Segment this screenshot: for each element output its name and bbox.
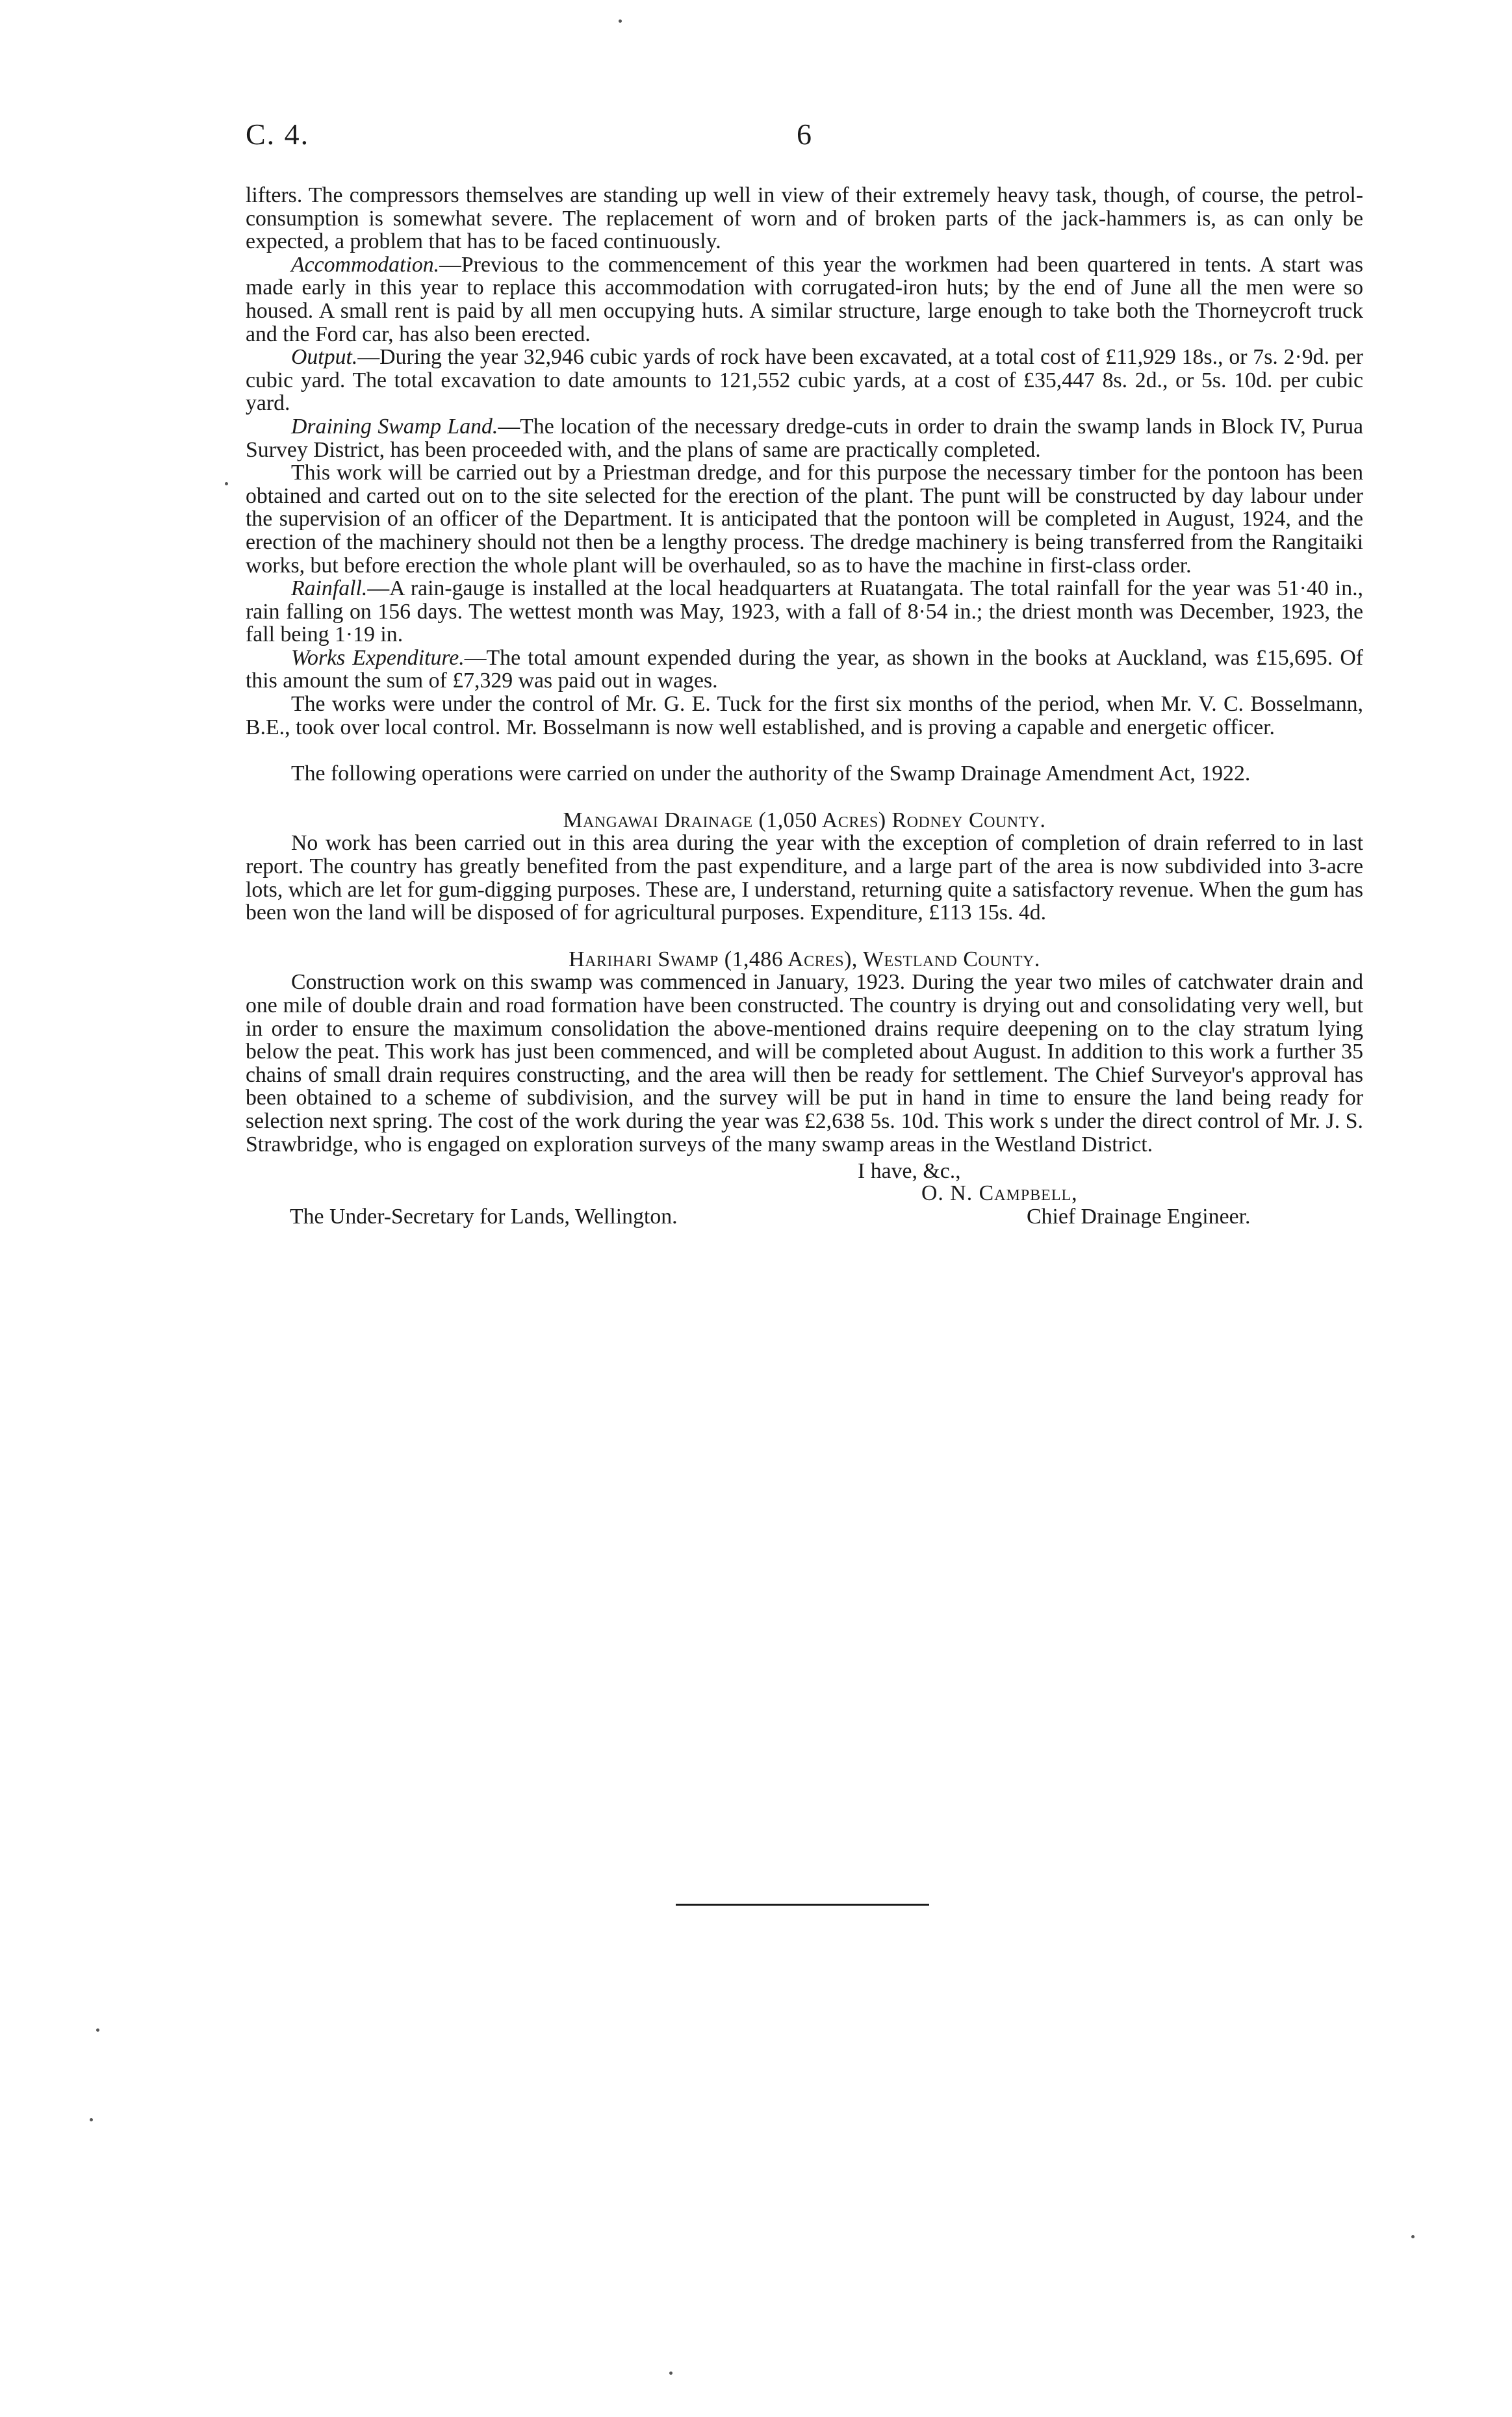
- draining-text: —The location of the necessary dredge-cuts in order to drain the swamp lands in Block IV, Purua Survey District, has been proceeded with, and the plans of same are practically completed.: [246, 414, 1363, 462]
- paragraph-dredge: This work will be carried out by a Priestman dredge, and for this purpose the necessary timber for the pontoon has been obtained and carted out on to the site selected for the erection of the plant. The punt will be constructed by day labour under the supervision of an officer of the Department. It is anticipated that the pontoon will be completed in August, 1924, and the erection of the machinery should not then be a lengthy process. The dredge machinery is being transferred from the Rangitaiki works, but before erection the whole plant will be overhauled, so as to have the machine in first-class order.: [246, 461, 1363, 578]
- spacer: [246, 739, 1363, 762]
- paragraph-control: The works were under the control of Mr. G. E. Tuck for the first six months of the period, when Mr. V. C. Bosselmann, B.E., took over local control. Mr. Bosselmann is now well established, and is proving a capable and energetic officer.: [246, 692, 1363, 739]
- section-body-mangawai: No work has been carried out in this area during the year with the exception of completion of drain referred to in last report. The country has greatly benefited from the past expenditure, and a large part of the area is now subdivided into 3-acre lots, which are let for gum-digging purposes. These are, I understand, returning quite a satisfactory revenue. When the gum has been won the land will be disposed of for agricultural purposes. Expenditure, £113 15s. 4d.: [246, 831, 1364, 925]
- output-heading: Output.: [291, 345, 358, 370]
- section-title-mangawai: Mangawai Drainage (1,050 Acres) Rodney County.: [563, 808, 1046, 832]
- works-expenditure-text: —The total amount expended during the year, as shown in the books at Auckland, was £15,695. Of this amount the sum of £7,329 was paid out in wages.: [246, 645, 1363, 693]
- paragraph-operations: The following operations were carried on under the authority of the Swamp Drainage Amendment Act, 1922.: [291, 761, 1251, 786]
- scan-speck: [225, 482, 228, 485]
- section-title-harihari: Harihari Swamp (1,486 Acres), Westland County.: [569, 947, 1040, 971]
- section-body-harihari: Construction work on this swamp was commenced in January, 1923. During the year two miles of catchwater drain and one mile of double drain and road formation have been constructed. The country is drying out and consolidating very well, but in order to ensure the maximum consolidation the above-mentioned drains require deepening on to the clay stratum lying below the peat. This work has just been commenced, and will be completed about August. In addition to this work a further 35 chains of small drain requires constructing, and the area will then be ready for settlement. The Chief Surveyor's approval has been obtained to a scheme of subdivision, and the survey will be put in hand in time to ensure the land being ready for selection next spring. The cost of the work during the year was £2,638 5s. 10d. This work s under the direct control of Mr. J. S. Strawbridge, who is engaged on exploration surveys of the many swamp areas in the Westland District.: [246, 970, 1363, 1157]
- rainfall-text: —A rain-gauge is installed at the local headquarters at Ruatangata. The total rainfall for the year was 51·40 in., rain falling on 156 days. The wettest month was May, 1923, with a fall of 8·54 in.; the driest month was December, 1923, the fall being 1·19 in.: [246, 576, 1363, 647]
- signatory-name: O. N. Campbell,: [921, 1181, 1078, 1206]
- addressee: The Under-Secretary for Lands, Wellington.: [290, 1205, 678, 1229]
- paragraph-draining: [246, 415, 1363, 461]
- paragraph-accommodation: [246, 253, 1363, 346]
- page-header: [246, 117, 1350, 169]
- draining-heading: Draining Swamp Land.: [291, 414, 498, 439]
- scan-speck: [619, 19, 622, 23]
- works-expenditure-heading: Works Expenditure.: [291, 645, 465, 670]
- page-number: 6: [797, 118, 812, 151]
- scan-speck: [90, 2118, 93, 2121]
- spacer: [246, 925, 1363, 948]
- document-body: [246, 184, 1363, 1244]
- paragraph-output: [246, 346, 1363, 415]
- paragraph-works-expenditure: [246, 646, 1363, 693]
- paragraph-lifters: lifters. The compressors themselves are standing up well in view of their extremely heavy task, though, of course, the petrol-consumption is somewhat severe. The replacement of worn and of broken parts of the jack-hammers is, as can only be expected, a problem that has to be faced continuously.: [246, 183, 1363, 254]
- output-text: —During the year 32,946 cubic yards of rock have been excavated, at a total cost of £11,929 18s., or 7s. 2·9d. per cubic yard. The total excavation to date amounts to 121,552 cubic yards, at a cost of £35,447 8s. 2d., or 5s. 10d. per cubic yard.: [246, 345, 1363, 416]
- document-reference: C. 4.: [246, 118, 310, 151]
- signature-block: [246, 1160, 1363, 1244]
- spacer: [246, 786, 1363, 809]
- rainfall-heading: Rainfall.: [291, 576, 368, 601]
- closing-line: I have, &c.,: [858, 1159, 961, 1184]
- signatory-title: Chief Drainage Engineer.: [1027, 1205, 1251, 1229]
- accommodation-heading: Accommodation.: [291, 252, 440, 277]
- scan-speck: [96, 2028, 99, 2032]
- scan-speck: [1411, 2235, 1415, 2238]
- closing-rule: [676, 1904, 929, 1906]
- paragraph-rainfall: [246, 577, 1363, 646]
- scan-speck: [669, 2372, 673, 2375]
- accommodation-text: —Previous to the commencement of this year the workmen had been quartered in tents. A start was made early in this year to replace this accommodation with corrugated-iron huts; by the end of June all the men were so housed. A small rent is paid by all men occupying huts. A similar structure, large enough to take both the Thorneycroft truck and the Ford car, has also been erected.: [246, 252, 1363, 346]
